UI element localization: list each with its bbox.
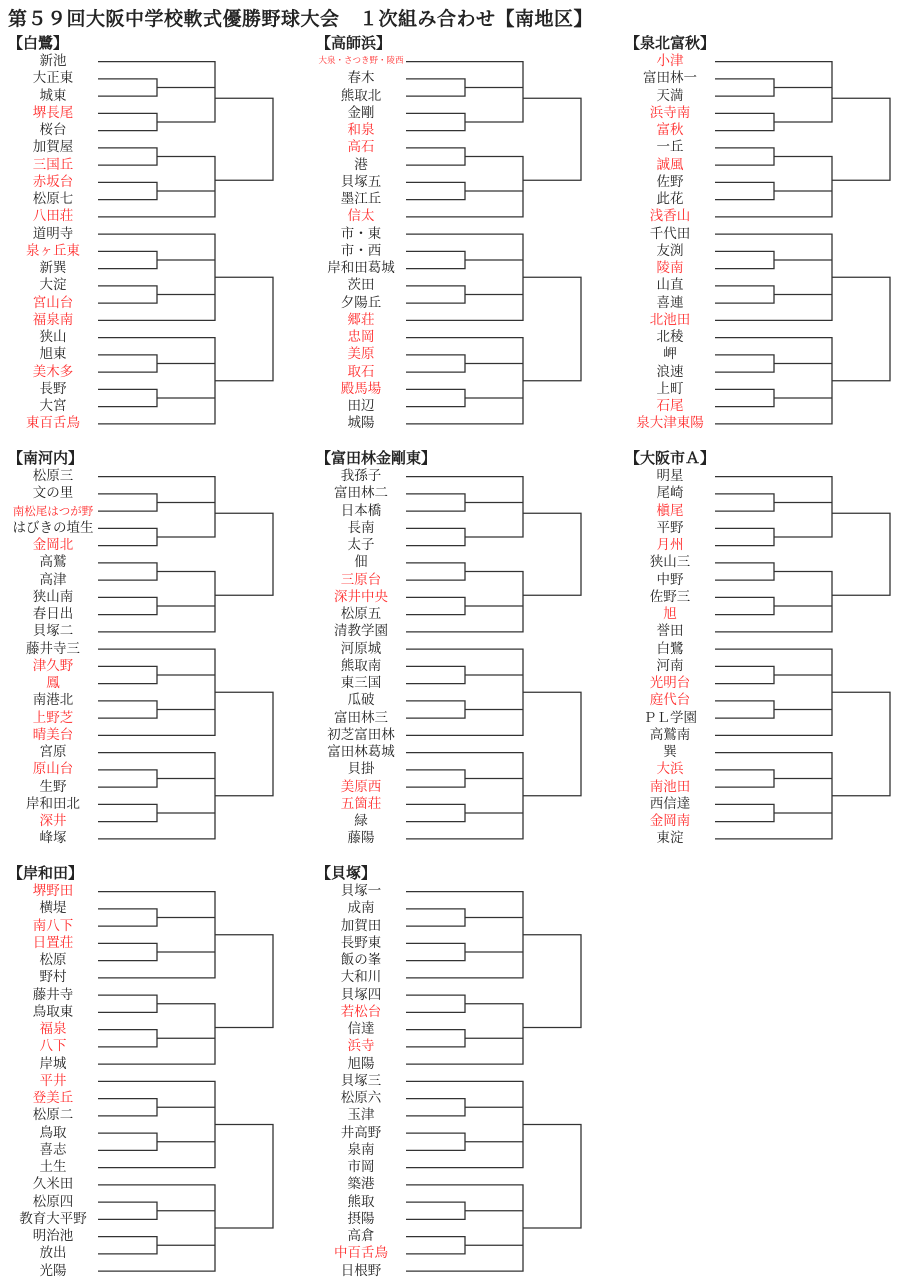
- bracket-block: [0, 862, 300, 1282]
- team-name: 槇尾: [656, 502, 684, 519]
- team-name: 殿馬場: [340, 380, 382, 397]
- team-name: 光明台: [649, 675, 691, 691]
- team-name: 貝掛: [347, 761, 375, 778]
- team-name: 赤坂台: [32, 173, 74, 190]
- team-name: 此花: [656, 191, 684, 207]
- team-name: 尾崎: [656, 485, 684, 502]
- team-name: 明星: [656, 468, 684, 484]
- bracket-lines: [617, 32, 907, 452]
- team-name: 美木多: [32, 363, 74, 380]
- team-name: 富田林一: [643, 70, 697, 87]
- team-name: 玉津: [347, 1107, 375, 1124]
- team-name: 取石: [347, 363, 375, 380]
- team-name: 狭山: [39, 329, 67, 345]
- team-name: 郷荘: [347, 311, 375, 328]
- team-name: 三原台: [340, 571, 382, 588]
- team-name: 一丘: [656, 139, 684, 156]
- team-name: 東淀: [656, 830, 684, 847]
- team-name: 浪速: [656, 363, 684, 380]
- team-name: 上町: [656, 380, 684, 397]
- team-name: 三国丘: [32, 156, 74, 173]
- team-name: 富田林三: [334, 709, 388, 726]
- team-name: 熊取北: [340, 87, 382, 104]
- team-name: 白鷺: [656, 640, 684, 657]
- team-name: 石尾: [656, 398, 684, 414]
- team-name: 鳥取東: [32, 1003, 74, 1020]
- team-name: 桜台: [39, 122, 67, 138]
- team-name: 浜寺: [347, 1038, 375, 1055]
- team-name: はびきの埴生: [12, 519, 94, 536]
- team-name: 大淀: [39, 277, 67, 294]
- team-name: 新巽: [39, 260, 67, 276]
- team-name: 佐野三: [649, 588, 691, 605]
- team-name: 墨江丘: [340, 191, 382, 207]
- team-name: 宮原: [39, 744, 67, 760]
- team-name: 大和川: [340, 969, 382, 986]
- team-name: 堺長尾: [32, 104, 74, 121]
- team-name: 緑: [354, 813, 368, 829]
- team-name: 北稜: [656, 329, 684, 345]
- team-name: 高石: [347, 139, 375, 156]
- team-name: 南港北: [32, 692, 74, 709]
- team-name: 喜志: [39, 1141, 67, 1158]
- team-name: 平野: [656, 519, 684, 536]
- team-name: 鳳: [46, 675, 60, 691]
- team-name: 八田荘: [32, 208, 74, 225]
- team-name: 大正東: [32, 70, 74, 87]
- team-name: ＰＬ学園: [643, 709, 697, 726]
- team-name: 天満: [656, 87, 684, 104]
- team-name: 金岡南: [649, 813, 691, 829]
- team-name: 狭山三: [649, 554, 691, 571]
- team-name: 長野: [39, 380, 67, 397]
- team-name: 貝塚一: [340, 883, 382, 899]
- team-name: 千代田: [649, 225, 691, 242]
- team-name: 大浜: [656, 761, 684, 778]
- team-name: 市・西: [340, 242, 382, 259]
- team-name: 旭: [663, 606, 677, 622]
- team-name: 藤井寺三: [26, 640, 80, 657]
- team-name: 堺野田: [32, 883, 74, 899]
- team-name: 松原五: [340, 606, 382, 622]
- team-name: 中野: [656, 571, 684, 588]
- team-name: 土生: [39, 1159, 67, 1175]
- bracket-lines: [308, 32, 608, 452]
- team-name: 我孫子: [340, 468, 382, 484]
- team-name: 長南: [347, 519, 375, 536]
- team-name: 高鷲: [39, 554, 67, 571]
- team-name: 平井: [39, 1072, 67, 1089]
- team-name: 富田林葛城: [327, 744, 395, 760]
- team-name: 横堤: [39, 900, 67, 917]
- team-name: 放出: [39, 1245, 67, 1262]
- bracket-block: [0, 32, 300, 452]
- team-name: 八下: [39, 1038, 67, 1055]
- team-name: 上野芝: [32, 709, 74, 726]
- team-name: 浜寺南: [649, 104, 691, 121]
- team-name: 五箇荘: [340, 795, 382, 812]
- team-name: 松原: [39, 952, 67, 968]
- team-name: 井高野: [340, 1124, 382, 1141]
- team-name: 信太: [347, 208, 375, 225]
- team-name: 高倉: [347, 1228, 375, 1244]
- team-name: 日本橋: [340, 502, 382, 519]
- block-title: 【高師浜】: [316, 34, 392, 52]
- block-title: 【泉北富秋】: [625, 34, 716, 52]
- team-name: 夕陽丘: [340, 294, 382, 311]
- bracket-lines: [0, 447, 300, 867]
- team-name: 浅香山: [649, 208, 691, 225]
- team-name: 月州: [656, 537, 684, 553]
- team-name: 河原城: [340, 640, 382, 657]
- bracket-block: [617, 447, 907, 867]
- team-name: 熊取: [347, 1193, 375, 1210]
- team-name: 福泉: [39, 1021, 67, 1037]
- team-name: 高津: [39, 571, 67, 588]
- team-name: 原山台: [32, 761, 74, 778]
- team-name: 明治池: [32, 1228, 74, 1244]
- team-name: 東百舌鳥: [26, 415, 80, 432]
- team-name: 松原三: [32, 468, 74, 484]
- team-name: 岸和田葛城: [327, 260, 395, 276]
- team-name: 貝塚三: [340, 1072, 382, 1089]
- team-name: 貝塚四: [340, 986, 382, 1003]
- team-name: 久米田: [32, 1176, 74, 1193]
- team-name: 岸和田北: [26, 795, 80, 812]
- team-name: 高鷲南: [649, 726, 691, 743]
- block-title: 【南河内】: [8, 449, 84, 467]
- bracket-lines: [308, 862, 608, 1282]
- team-name: 教育大平野: [19, 1210, 87, 1227]
- team-name: 南池田: [649, 778, 691, 795]
- team-name: 大泉・さつき野・陵西: [318, 56, 404, 66]
- team-name: 忠岡: [347, 329, 375, 345]
- team-name: 河南: [656, 657, 684, 674]
- page-title: 第５９回大阪中学校軟式優勝野球大会 １次組み合わせ【南地区】: [8, 8, 594, 30]
- team-name: 喜連: [656, 294, 684, 311]
- team-name: 誉田: [656, 623, 684, 640]
- bracket-block: [617, 32, 907, 452]
- block-title: 【貝塚】: [316, 864, 377, 882]
- block-title: 【白鷺】: [8, 34, 69, 52]
- team-name: 松原六: [340, 1090, 382, 1106]
- team-name: 旭陽: [347, 1055, 375, 1072]
- team-name: 峰塚: [39, 830, 67, 847]
- team-name: 松原四: [32, 1193, 74, 1210]
- team-name: 飯の峯: [340, 952, 382, 968]
- bracket-lines: [308, 447, 608, 867]
- team-name: 金剛: [347, 104, 375, 121]
- team-name: 文の里: [32, 485, 74, 502]
- team-name: 北池田: [649, 311, 691, 328]
- team-name: 熊取南: [340, 657, 382, 674]
- team-name: 瓜破: [347, 692, 375, 709]
- team-name: 泉南: [347, 1141, 375, 1158]
- team-name: 信達: [347, 1021, 375, 1037]
- team-name: 小津: [656, 53, 684, 69]
- bracket-block: [308, 447, 608, 867]
- team-name: 野村: [39, 969, 67, 986]
- team-name: 加賀田: [340, 917, 382, 934]
- team-name: 佃: [354, 554, 368, 571]
- bracket-lines: [617, 447, 907, 867]
- block-title: 【富田林金剛東】: [316, 449, 437, 467]
- block-title: 【大阪市Ａ】: [625, 449, 716, 467]
- team-name: 和泉: [347, 122, 375, 138]
- team-name: 巽: [663, 744, 677, 760]
- team-name: 佐野: [656, 173, 684, 190]
- team-name: 松原二: [32, 1107, 74, 1124]
- team-name: 太子: [347, 537, 375, 553]
- bracket-block: [308, 862, 608, 1282]
- team-name: 岸城: [39, 1055, 67, 1072]
- team-name: 生野: [39, 778, 67, 795]
- block-title: 【岸和田】: [8, 864, 84, 882]
- team-name: 西信達: [649, 795, 691, 812]
- team-name: 茨田: [347, 277, 375, 294]
- team-name: 春木: [347, 70, 375, 87]
- team-name: 東三国: [340, 675, 382, 691]
- team-name: 港: [354, 156, 368, 173]
- team-name: 松原七: [32, 191, 74, 207]
- team-name: 清教学園: [334, 623, 388, 640]
- team-name: 日置荘: [32, 934, 74, 951]
- team-name: 友渕: [656, 242, 684, 259]
- team-name: 鳥取: [39, 1124, 67, 1141]
- team-name: 初芝富田林: [327, 726, 395, 743]
- team-name: 南八下: [32, 917, 74, 934]
- team-name: 成南: [347, 900, 375, 917]
- team-name: 美原西: [340, 778, 382, 795]
- team-name: 泉ヶ丘東: [26, 242, 80, 259]
- team-name: 光陽: [39, 1262, 67, 1279]
- team-name: 宮山台: [32, 294, 74, 311]
- team-name: 旭東: [39, 346, 67, 363]
- team-name: 誠風: [656, 156, 684, 173]
- team-name: 津久野: [32, 657, 74, 674]
- team-name: 深井: [39, 813, 67, 829]
- team-name: 貝塚五: [340, 173, 382, 190]
- bracket-lines: [0, 862, 300, 1282]
- team-name: 山直: [656, 277, 684, 294]
- team-name: 日根野: [340, 1262, 382, 1279]
- team-name: 晴美台: [32, 726, 74, 743]
- bracket-block: [0, 447, 300, 867]
- team-name: 市岡: [347, 1159, 375, 1175]
- team-name: 道明寺: [32, 225, 74, 242]
- team-name: 美原: [347, 346, 375, 363]
- team-name: 築港: [347, 1176, 375, 1193]
- team-name: 城陽: [347, 415, 375, 432]
- team-name: 泉大津東陽: [636, 415, 704, 432]
- bracket-block: [308, 32, 608, 452]
- team-name: 深井中央: [334, 588, 388, 605]
- team-name: 岬: [663, 346, 677, 363]
- team-name: 庭代台: [649, 692, 691, 709]
- team-name: 貝塚二: [32, 623, 74, 640]
- team-name: 狭山南: [32, 588, 74, 605]
- team-name: 摂陽: [347, 1210, 375, 1227]
- bracket-lines: [0, 32, 300, 452]
- team-name: 城東: [39, 87, 67, 104]
- team-name: 登美丘: [32, 1090, 74, 1106]
- team-name: 富秋: [656, 122, 684, 138]
- team-name: 田辺: [347, 398, 375, 414]
- team-name: 春日出: [32, 606, 74, 622]
- team-name: 富田林二: [334, 485, 388, 502]
- team-name: 藤陽: [347, 830, 375, 847]
- team-name: 中百舌鳥: [334, 1245, 388, 1262]
- team-name: 長野東: [340, 934, 382, 951]
- team-name: 陵南: [656, 260, 684, 276]
- team-name: 加賀屋: [32, 139, 74, 156]
- team-name: 南松尾はつが野: [12, 503, 94, 518]
- team-name: 金岡北: [32, 537, 74, 553]
- team-name: 若松台: [340, 1003, 382, 1020]
- team-name: 福泉南: [32, 311, 74, 328]
- team-name: 大宮: [39, 398, 67, 414]
- team-name: 市・東: [340, 225, 382, 242]
- team-name: 藤井寺: [32, 986, 74, 1003]
- team-name: 新池: [39, 53, 67, 69]
